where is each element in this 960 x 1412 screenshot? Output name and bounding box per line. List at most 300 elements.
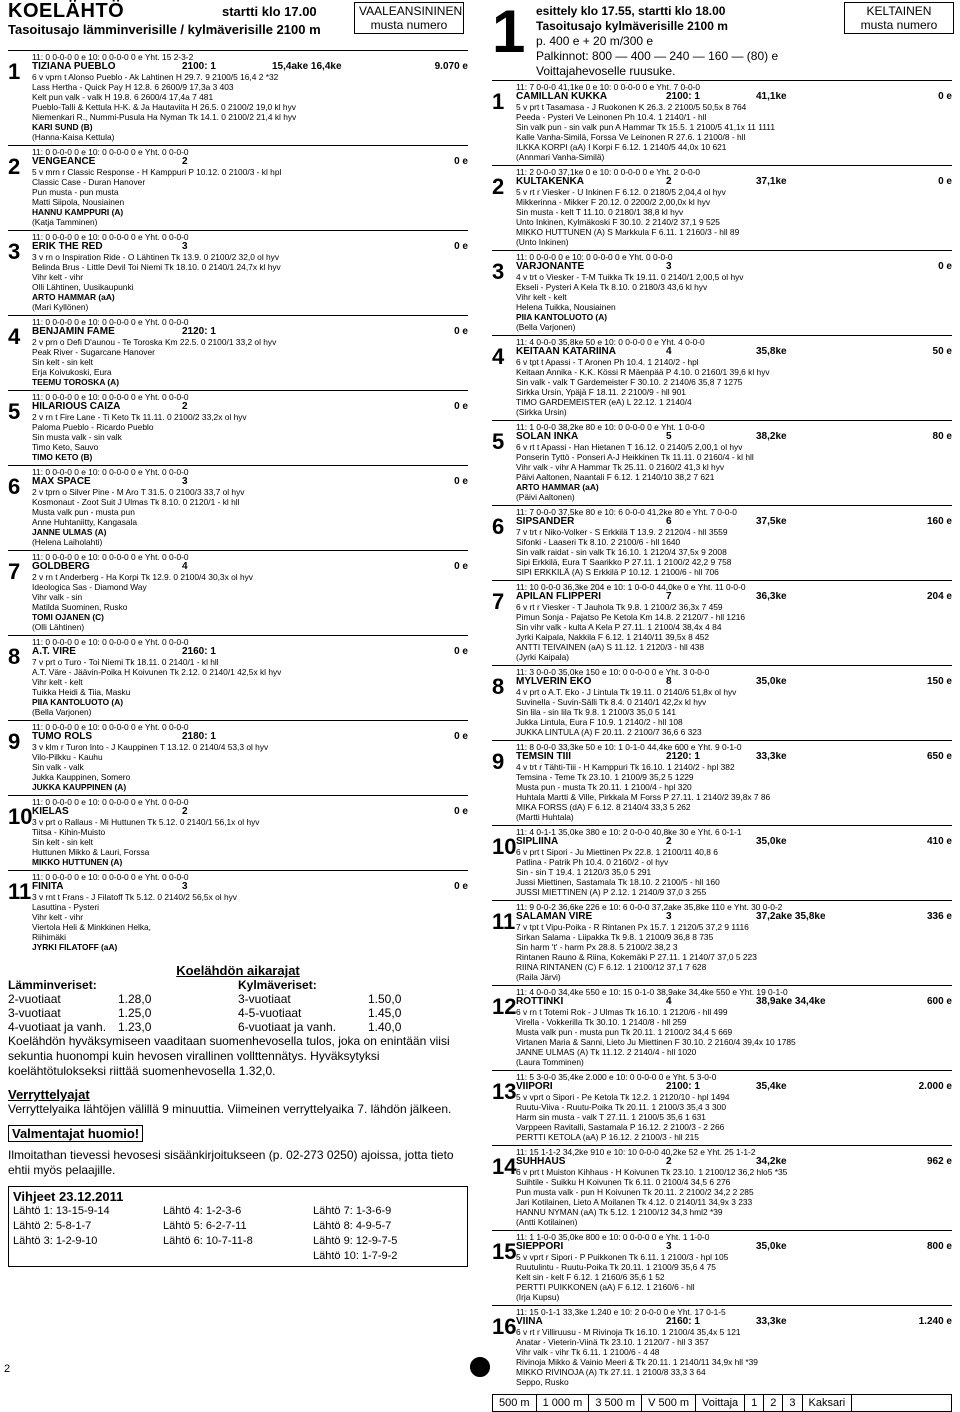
entry-line: Sin kelt - sin kelt bbox=[32, 357, 93, 367]
entry-line: Ideologica Sas - Diamond Way bbox=[32, 582, 147, 592]
entry-line: MIKKO RIVINOJA (A) Tk 27.11. 1 2100/8 33,3 3 64 bbox=[516, 1367, 706, 1377]
entry-line: Jukka Kauppinen, Somero bbox=[32, 772, 131, 782]
entry-line: 5 v prt t Tasamasa - J Ruokonen K 26.3. 2 2100/5 50,5x 8 764 bbox=[516, 102, 747, 112]
handicap: 2100: 1 bbox=[666, 1082, 700, 1092]
earnings: 0 e bbox=[454, 562, 468, 572]
program-number: 8 bbox=[8, 644, 21, 669]
horse-name: SIPSANDER bbox=[516, 517, 575, 527]
entry-line: 6 v rt r Villiruusu - M Rivinoja Tk 16.10. 1 2100/4 35,4x 5 121 bbox=[516, 1327, 741, 1337]
right-entries bbox=[492, 80, 952, 1390]
program-number: 2 bbox=[8, 154, 21, 179]
earnings: 800 e bbox=[926, 1242, 952, 1252]
entry-line: 4 v trt o Viesker - T-M Tuikka Tk 19.11. 0 2140/1 2,00,5 ol hyv bbox=[516, 272, 744, 282]
earnings: 160 e bbox=[926, 517, 952, 527]
entry-line: Rintanen Rauno & Riina, Kokemäki P 27.11. 1 2140/7 37,0 5 223 bbox=[516, 952, 757, 962]
driver: KARI SUND (B) bbox=[32, 122, 93, 132]
entry-line: Ponserin Tyttö - Ponseri A-J Heikkinen Tk 11.11. 0 2160/4 - kl hll bbox=[516, 452, 754, 462]
entry-line: Matti Siipola, Nousiainen bbox=[32, 197, 125, 207]
entry-line: Timo Keto, Sauvo bbox=[32, 442, 99, 452]
earnings: 0 e bbox=[938, 262, 952, 272]
program-number: 10 bbox=[8, 804, 33, 829]
earnings: 0 e bbox=[454, 882, 468, 892]
entry-line: Sin - sin T 19.4. 1 2120/3 35,0 5 291 bbox=[516, 867, 652, 877]
entry-block bbox=[492, 900, 952, 985]
race-info bbox=[536, 4, 778, 79]
entry-line: 2 v prn o Defi D'aunou - Te Toroska Km 22.5. 0 2100/1 33,2 ol hyv bbox=[32, 337, 277, 347]
start-time: startti klo 17.00 bbox=[222, 4, 317, 19]
trainer: (Raila Järvi) bbox=[516, 972, 561, 982]
entry-line: HANNU NYMAN (aA) Tk 5.12. 1 2100/12 34,3 hml2 *39 bbox=[516, 1207, 723, 1217]
handicap: 2160: 1 bbox=[666, 1317, 700, 1327]
tip: Lähtö 8: 4-9-5-7 bbox=[313, 1220, 392, 1232]
entry-line: Sin valk - valk T Gardemeister F 30.10. 2 2140/6 35,8 7 1275 bbox=[516, 377, 743, 387]
handicap: 2 bbox=[666, 1157, 672, 1167]
distance-bar bbox=[492, 1394, 952, 1412]
trainer: (Päivi Aaltonen) bbox=[516, 492, 575, 502]
entry-line: Jari Kotilainen, Lieto A Moilanen Tk 4.12. 0 2140/11 34,9x 3 233 bbox=[516, 1197, 753, 1207]
entry-line: 3 v rn o Inspiration Ride - O Lähtinen Tk 13.9. 0 2100/2 32,0 ol hyv bbox=[32, 252, 280, 262]
record: 37,1ke bbox=[756, 177, 787, 187]
horse-name: SOLAN INKA bbox=[516, 432, 579, 442]
record bbox=[272, 882, 362, 892]
horse-name: KEITAAN KATARIINA bbox=[516, 347, 616, 357]
earnings: 80 e bbox=[932, 432, 952, 442]
entry-line: Viertola Heli & Minkkinen Helka, bbox=[32, 922, 152, 932]
right-header bbox=[492, 0, 952, 80]
record: 37,2ake 35,8ke bbox=[756, 912, 826, 922]
entry-line: Kelt pun valk - valk H 19.8. 6 2600/4 17,4a 7 481 bbox=[32, 92, 214, 102]
horse-name: SALAMAN VIRE bbox=[516, 912, 593, 922]
tip bbox=[163, 1249, 313, 1264]
entry-headline bbox=[516, 1082, 952, 1092]
entry-line: Virtanen Maria & Sanni, Lieto Ju Miettinen F 30.10. 2 2160/4 39,4x 10 1785 bbox=[516, 1037, 796, 1047]
entry-line: Riihimäki bbox=[32, 932, 66, 942]
horse-name: TEMSIN TIII bbox=[516, 752, 571, 762]
entry-line: Anatar - Vieterin-Viinä Tk 23.10. 1 2120/7 - hll 3 357 bbox=[516, 1337, 709, 1347]
handicap: 2 bbox=[666, 177, 672, 187]
entry-block bbox=[492, 335, 952, 420]
entry-stats: 11: 0 0-0-0 0 e 10: 0 0-0-0 0 e Yht. 0 0-0-0 bbox=[32, 317, 189, 327]
trainer: (Laura Tomminen) bbox=[516, 1057, 584, 1067]
entry-line: JUSSI MIETTINEN (A) P 2.12. 1 2140/9 37,0 3 255 bbox=[516, 887, 707, 897]
driver: JUKKA KAUPPINEN (A) bbox=[32, 782, 127, 792]
program-number: 6 bbox=[492, 514, 505, 539]
distance-cell: 3 bbox=[783, 1395, 802, 1411]
record bbox=[272, 402, 362, 412]
driver: JANNE ULMAS (A) bbox=[32, 527, 107, 537]
entry-headline bbox=[516, 997, 952, 1007]
entry-line: Paloma Pueblo - Ricardo Pueblo bbox=[32, 422, 154, 432]
earnings: 410 e bbox=[926, 837, 952, 847]
entry-line: Tuikka Heidi & Tiia, Masku bbox=[32, 687, 131, 697]
entry-line: Helena Tuikka, Nousiainen bbox=[516, 302, 616, 312]
entry-line: Vihr valk - vihr A Hammar Tk 25.11. 0 2160/2 41,3 kl hyv bbox=[516, 462, 725, 472]
age-table bbox=[8, 978, 468, 1034]
entry-block bbox=[8, 795, 468, 870]
entry-headline bbox=[32, 647, 468, 657]
handicap: 6 bbox=[666, 517, 672, 527]
entry-block bbox=[492, 740, 952, 825]
earnings: 1.240 e bbox=[918, 1317, 952, 1327]
horse-name: A.T. VIRE bbox=[32, 647, 76, 657]
race-title: Tasoitusajo kylmäverisille 2100 m bbox=[536, 19, 728, 33]
entry-block bbox=[8, 720, 468, 795]
entry-line: Anne Huhtaniitty, Kangasala bbox=[32, 517, 138, 527]
entry-block bbox=[492, 825, 952, 900]
distance-cell: 1 bbox=[745, 1395, 764, 1411]
entry-line: Vihr valk - sin bbox=[32, 592, 83, 602]
entry-headline bbox=[32, 807, 468, 817]
entry-headline bbox=[516, 837, 952, 847]
tip: Lähtö 3: 1-2-9-10 bbox=[13, 1235, 98, 1247]
warm-label: Lämminveriset: bbox=[8, 978, 97, 992]
record bbox=[272, 242, 362, 252]
handicap: 3 bbox=[182, 882, 188, 892]
program-number: 13 bbox=[492, 1079, 517, 1104]
record: 35,0ke bbox=[756, 677, 787, 687]
record: 34,2ke bbox=[756, 1157, 787, 1167]
entry-line: Sin valk pun - sin valk pun A Hammar Tk 15.5. 1 2100/5 41,1x 11 1111 bbox=[516, 122, 775, 132]
trainer: Seppo, Rusko bbox=[516, 1377, 569, 1387]
notice-text: Ilmoitathan tievessi hevosesi sisäänkirjoitukseen (p. 02-273 0250) ajoissa, jotta tieto ehtii myös pelaajille. bbox=[8, 1148, 454, 1177]
record: 33,3ke bbox=[756, 752, 787, 762]
handicap: 3 bbox=[182, 242, 188, 252]
entry-line: Sirkka Ursin, Ypäjä F 18.11. 2 2100/9 - hll 901 bbox=[516, 387, 686, 397]
age-cell: 4-vuotiaat ja vanh. bbox=[8, 1020, 107, 1034]
earnings: 2.000 e bbox=[918, 1082, 952, 1092]
program-number: 6 bbox=[8, 474, 21, 499]
entry-line: Pun musta valk - pun H Koivunen Tk 20.11. 2 2100/2 34,2 2 285 bbox=[516, 1187, 754, 1197]
entry-line: Unto Inkinen, Kylmäkoski F 30.10. 2 2140/2 37,1 9 525 bbox=[516, 217, 720, 227]
entry-line: MIKKO HUTTUNEN (A) S Markkula F 6.11. 1 2160/3 - hll 89 bbox=[516, 227, 740, 237]
program-number: 7 bbox=[8, 559, 21, 584]
earnings: 0 e bbox=[938, 92, 952, 102]
program-number: 10 bbox=[492, 834, 517, 859]
trainer: (Sirkka Ursin) bbox=[516, 407, 567, 417]
driver: ARTO HAMMAR (aA) bbox=[516, 482, 599, 492]
horse-name: ROTTINKI bbox=[516, 997, 564, 1007]
record bbox=[272, 327, 362, 337]
distance-cell: 3 500 m bbox=[589, 1395, 642, 1411]
entry-line: 6 v rn t Totemi Rok - J Ulmas Tk 16.10. 1 2120/6 - hll 499 bbox=[516, 1007, 728, 1017]
page-number: 2 bbox=[4, 1363, 11, 1375]
trainer: (Mari Kyllönen) bbox=[32, 302, 89, 312]
handicap: 2160: 1 bbox=[182, 647, 216, 657]
record: 15,4ake 16,4ke bbox=[272, 62, 342, 72]
color-number: musta numero bbox=[860, 18, 938, 32]
handicap: 2 bbox=[666, 837, 672, 847]
entry-line: Patlina - Patrik Ph 10.4. 0 2160/2 - ol hyv bbox=[516, 857, 669, 867]
entry-line: 7 v prt o Turo - Toi Niemi Tk 18.11. 0 2140/1 - kl hll bbox=[32, 657, 219, 667]
entry-block bbox=[492, 1305, 952, 1390]
entry-block bbox=[8, 50, 468, 145]
entry-line: Vihr kelt - kelt bbox=[516, 292, 567, 302]
entry-stats: 11: 0 0-0-0 0 e 10: 0 0-0-0 0 e Yht. 0 0-0-0 bbox=[32, 467, 189, 477]
entry-stats: 11: 0 0-0-0 0 e 10: 0 0-0-0 0 e Yht. 0 0-0-0 bbox=[32, 147, 189, 157]
entry-line: 5 v rt r Viesker - U Inkinen F 6.12. 0 2180/5 2,04,4 ol hyv bbox=[516, 187, 726, 197]
entry-line: Sin harm 't' - harm Px 28.8. 5 2100/2 38,2 3 bbox=[516, 942, 678, 952]
entry-block bbox=[492, 80, 952, 165]
entry-line: 3 v prt o Rallaus - Mi Huttunen Tk 5.12. 0 2140/1 56,1x ol hyv bbox=[32, 817, 260, 827]
entry-line: Peeda - Pysteri Ve Leinonen Ph 10.4. 1 2140/1 - hll bbox=[516, 112, 707, 122]
age-cell: 1.40,0 bbox=[368, 1020, 402, 1034]
handicap: 2100: 1 bbox=[182, 62, 216, 72]
horse-name: BENJAMIN FAME bbox=[32, 327, 115, 337]
program-number: 4 bbox=[8, 324, 21, 349]
entry-line: RIINA RINTANEN (C) F 6.12. 1 2100/12 37,1 7 628 bbox=[516, 962, 707, 972]
color-name: KELTAINEN bbox=[866, 4, 932, 18]
record bbox=[756, 262, 846, 272]
entry-line: Olli Lähtinen, Uusikaupunki bbox=[32, 282, 134, 292]
trainer: (Olli Lähtinen) bbox=[32, 622, 85, 632]
handicap: 2 bbox=[182, 402, 188, 412]
entry-line: PERTTI PUIKKONEN (aA) F 6.12. 1 2160/6 - hll bbox=[516, 1282, 695, 1292]
entry-line: Kosmonaut - Zoot Suit J Ulmas Tk 8.10. 0 2120/1 - kl hll bbox=[32, 497, 240, 507]
handicap: 2100: 1 bbox=[666, 92, 700, 102]
entry-line: Kalle Vanha-Similä, Forssa Ve Leinonen R 27.6. 1 2100/8 - hll bbox=[516, 132, 746, 142]
horse-name: VENGEANCE bbox=[32, 157, 96, 167]
distance-cell: Voittaja bbox=[696, 1395, 745, 1411]
entry-headline bbox=[516, 1317, 952, 1327]
entry-line: Matilda Suominen, Rusko bbox=[32, 602, 128, 612]
entry-line: Virella - Vokkerilla Tk 30.10. 1 2140/8 - hll 259 bbox=[516, 1017, 687, 1027]
entry-line: Rivinoja Mikko & Vainio Meeri & Tk 20.11. 1 2140/11 34,9x hll *39 bbox=[516, 1357, 758, 1367]
race-number: 1 bbox=[492, 0, 526, 65]
entry-headline bbox=[516, 92, 952, 102]
tip: Lähtö 4: 1-2-3-6 bbox=[163, 1205, 242, 1217]
entry-line: SIPI ERKKILÄ (A) S Erkkilä P 10.12. 1 2100/6 - hll 706 bbox=[516, 567, 719, 577]
trainer: (Hanna-Kaisa Kettula) bbox=[32, 132, 115, 142]
color-name: VAALEANSININEN bbox=[359, 4, 463, 18]
entry-line: 6 v rt r Viesker - T Jauhola Tk 9.8. 1 2100/2 36,3x 7 459 bbox=[516, 602, 723, 612]
entry-line: Suihtile - Suikku H Koivunen Tk 6.11. 0 2100/4 34,5 6 276 bbox=[516, 1177, 731, 1187]
trainer: (Antti Kotilainen) bbox=[516, 1217, 578, 1227]
program-number: 15 bbox=[492, 1239, 517, 1264]
handicap: 2120: 1 bbox=[182, 327, 216, 337]
entry-block bbox=[492, 250, 952, 335]
entry-stats: 11: 0 0-0-0 0 e 10: 0 0-0-0 0 e Yht. 0 0-0-0 bbox=[32, 392, 189, 402]
entry-line: 4 v trt r Tähti-Tiii - H Kamppuri Tk 16.10. 1 2140/2 - hpl 382 bbox=[516, 762, 735, 772]
entry-line: Sipi Erkkilä, Eura T Saarikko P 27.11. 1 2100/2 42,2 9 758 bbox=[516, 557, 732, 567]
entry-line: Jyrki Kaipala, Nakkila F 6.12. 1 2140/11 39,5x 8 452 bbox=[516, 632, 710, 642]
record bbox=[272, 647, 362, 657]
entry-line: 6 v vprn t Alonso Pueblo - Ak Lahtinen H 29.7. 9 2100/5 16,4 2 *32 bbox=[32, 72, 279, 82]
entry-block bbox=[8, 315, 468, 390]
earnings: 336 e bbox=[926, 912, 952, 922]
horse-name: SIPLIINA bbox=[516, 837, 559, 847]
entry-stats: 11: 10 0-0-0 36,3ke 204 e 10: 1 0-0-0 44,0ke 0 e Yht. 11 0-0-0 bbox=[516, 582, 746, 592]
entry-line: Pimun Sonja - Pajatso Pe Ketola Km 14.8. 2 2120/7 - hll 1216 bbox=[516, 612, 746, 622]
tip: Lähtö 2: 5-8-1-7 bbox=[13, 1220, 92, 1232]
entry-stats: 11: 0 0-0-0 0 e 10: 0 0-0-0 0 e Yht. 0 0-0-0 bbox=[32, 797, 189, 807]
record: 35,0ke bbox=[756, 837, 787, 847]
driver: TOMI OJANEN (C) bbox=[32, 612, 104, 622]
horse-name: HILARIOUS CAIZA bbox=[32, 402, 121, 412]
entry-line: 6 v rt t Apassi - Han Hietanen T 16.12. 0 2140/5 2,00,1 ol hyv bbox=[516, 442, 743, 452]
entry-block bbox=[492, 985, 952, 1070]
warmup-section bbox=[8, 1087, 468, 1117]
distance-cell: Kaksari bbox=[803, 1395, 853, 1411]
entry-line: 4 v prt o A.T. Eko - J Lintula Tk 19.11. 0 2140/6 51,8x ol hyv bbox=[516, 687, 737, 697]
entry-stats: 11: 0 0-0-0 0 e 10: 0 0-0-0 0 e Yht. 0 0-0-0 bbox=[32, 232, 189, 242]
entry-line: 6 v tpt t Apassi - T Aronen Ph 10.4. 1 2140/2 - hpl bbox=[516, 357, 699, 367]
entry-headline bbox=[516, 1242, 952, 1252]
entry-line: Lass Hertha - Quick Pay H 12.8. 6 2600/9 17,3a 3 403 bbox=[32, 82, 234, 92]
entry-headline bbox=[516, 517, 952, 527]
program-number: 16 bbox=[492, 1314, 517, 1339]
program-number: 14 bbox=[492, 1154, 517, 1179]
color-number: musta numero bbox=[370, 18, 448, 32]
trainer: (Bella Varjonen) bbox=[32, 707, 92, 717]
record: 35,0ke bbox=[756, 1242, 787, 1252]
entry-headline bbox=[516, 177, 952, 187]
earnings: 0 e bbox=[454, 402, 468, 412]
tip: Lähtö 5: 6-2-7-11 bbox=[163, 1220, 247, 1232]
entry-stats: 11: 4 0-0-0 35,8ke 50 e 10: 0 0-0-0 0 e Yht. 4 0-0-0 bbox=[516, 337, 705, 347]
warmup-title: Verryttelyajat bbox=[8, 1087, 90, 1102]
notice-title: Valmentajat huomio! bbox=[8, 1125, 143, 1142]
program-number: 7 bbox=[492, 589, 505, 614]
earnings: 150 e bbox=[926, 677, 952, 687]
race-title: KOELÄHTÖ bbox=[8, 0, 125, 22]
handicap: 4 bbox=[666, 347, 672, 357]
entry-line: 2 v rn t Fire Lane - Ti Keto Tk 11.11. 0 2100/2 33,2x ol hyv bbox=[32, 412, 247, 422]
entry-line: Päivi Aaltonen, Naantali F 6.12. 1 2140/10 38,2 7 621 bbox=[516, 472, 715, 482]
entry-line: JANNE ULMAS (A) Tk 11.12. 2 2140/4 - hll 1020 bbox=[516, 1047, 697, 1057]
entry-line: Niemenkari R., Nummi-Pusula Ha Nyman Tk 14.1. 0 2100/2 21,4 kl hyv bbox=[32, 112, 297, 122]
entry-headline bbox=[32, 732, 468, 742]
distance-cell: 500 m bbox=[493, 1395, 537, 1411]
entry-block bbox=[492, 580, 952, 665]
start-time: esittely klo 17.55, startti klo 18.00 bbox=[536, 4, 726, 18]
race-subtitle: Tasoitusajo lämminverisille / kylmäverisille 2100 m bbox=[8, 22, 321, 37]
entry-block bbox=[8, 390, 468, 465]
age-cell: 1.45,0 bbox=[368, 1006, 402, 1020]
entry-line: Classic Case - Duran Hanover bbox=[32, 177, 146, 187]
entry-stats: 11: 0 0-0-0 0 e 10: 0 0-0-0 0 e Yht. 0 0-0-0 bbox=[516, 252, 673, 262]
record: 36,3ke bbox=[756, 592, 787, 602]
distance-cell: V 500 m bbox=[642, 1395, 696, 1411]
tip: Lähtö 1: 13-15-9-14 bbox=[13, 1205, 110, 1217]
handicap: 3 bbox=[666, 262, 672, 272]
entry-line: 7 v trt r Niko-Volker - S Erkkilä T 13.9. 2 2120/4 - hll 3559 bbox=[516, 527, 728, 537]
program-number: 11 bbox=[492, 909, 516, 934]
entry-headline bbox=[32, 62, 468, 72]
entry-block bbox=[8, 465, 468, 550]
handicap: 4 bbox=[182, 562, 188, 572]
earnings: 0 e bbox=[454, 157, 468, 167]
handicap: 2180: 1 bbox=[182, 732, 216, 742]
entry-headline bbox=[516, 677, 952, 687]
entry-line: 5 v mrn r Classic Response - H Kamppuri P 10.12. 0 2100/3 - kl hpl bbox=[32, 167, 282, 177]
entry-line: Musta valk pun - musta pun Tk 20.11. 1 2100/2 34,4 5 669 bbox=[516, 1027, 733, 1037]
entry-line: Mikkerinna - Mikker F 20.12. 0 2200/2 2,00,0x kl hyv bbox=[516, 197, 711, 207]
tip: Lähtö 6: 10-7-11-8 bbox=[163, 1235, 253, 1247]
age-cell: 1.28,0 bbox=[118, 992, 152, 1006]
entry-block bbox=[492, 665, 952, 740]
entry-line: Jukka Lintula, Eura F 10.9. 1 2140/2 - hll 108 bbox=[516, 717, 683, 727]
entry-line: JUKKA LINTULA (A) F 20.11. 2 2100/7 36,6 6 323 bbox=[516, 727, 702, 737]
entry-block bbox=[492, 1145, 952, 1230]
record: 41,1ke bbox=[756, 92, 787, 102]
tip: Lähtö 10: 1-7-9-2 bbox=[313, 1250, 398, 1262]
entry-headline bbox=[516, 592, 952, 602]
logo-icon bbox=[470, 1357, 490, 1377]
entry-line: 6 v prt t Muiston Kihhaus - H Koivunen Tk 23.10. 1 2100/12 36,2 hlo5 *35 bbox=[516, 1167, 788, 1177]
program-number: 9 bbox=[492, 749, 505, 774]
handicap: 3 bbox=[182, 477, 188, 487]
entry-line: Sin musta - kelt T 11.10. 0 2180/1 38,8 kl hyv bbox=[516, 207, 684, 217]
entry-headline bbox=[516, 752, 952, 762]
handicap: 2 bbox=[182, 807, 188, 817]
horse-name: MAX SPACE bbox=[32, 477, 91, 487]
entry-block bbox=[8, 145, 468, 230]
earnings: 600 e bbox=[926, 997, 952, 1007]
horse-name: SIEPPORI bbox=[516, 1242, 564, 1252]
entry-line: Tiitsa - Kihin-Muisto bbox=[32, 827, 106, 837]
entry-line: 2 v rn t Anderberg - Ha Korpi Tk 12.9. 0 2100/4 30,3x ol hyv bbox=[32, 572, 253, 582]
record bbox=[272, 157, 362, 167]
horse-name: FINITA bbox=[32, 882, 64, 892]
driver: HANNU KAMPPURI (A) bbox=[32, 207, 124, 217]
driver: TIMO KETO (B) bbox=[32, 452, 93, 462]
entry-line: Sifonki - Laaseri Tk 8.10. 2 2100/6 - hll 1640 bbox=[516, 537, 681, 547]
entry-line: Vihr kelt - vihr bbox=[32, 912, 84, 922]
note-line: Voittajahevoselle ruusuke. bbox=[536, 64, 676, 78]
entry-line: ILKKA KORPI (aA) I Korpi F 6.12. 1 2140/5 44,0x 10 621 bbox=[516, 142, 727, 152]
entry-line: Temsina - Teme Tk 23.10. 1 2100/9 35,2 5 1229 bbox=[516, 772, 694, 782]
distance-cell: 1 000 m bbox=[537, 1395, 590, 1411]
entry-line: Varppeen Ravitalli, Sastamala P 16.12. 2 2100/3 - 2 266 bbox=[516, 1122, 725, 1132]
entry-line: Vilo-Pilkku - Kauhu bbox=[32, 752, 103, 762]
horse-name: TUMO ROLS bbox=[32, 732, 92, 742]
entry-stats: 11: 5 3-0-0 35,4ke 2.000 e 10: 0 0-0-0 0 e Yht. 5 3-0-0 bbox=[516, 1072, 717, 1082]
entry-line: TIMO GARDEMEISTER (eA) L 22.12. 1 2140/4 bbox=[516, 397, 692, 407]
entry-line: Belinda Brus - Little Devil Toi Niemi Tk 18.10. 0 2140/1 24,7x kl hyv bbox=[32, 262, 281, 272]
entry-stats: 11: 0 0-0-0 0 e 10: 0 0-0-0 0 e Yht. 0 0-0-0 bbox=[32, 552, 189, 562]
horse-name: SUHHAUS bbox=[516, 1157, 566, 1167]
earnings: 0 e bbox=[454, 807, 468, 817]
entry-stats: 11: 15 0-1-1 33,3ke 1.240 e 10: 2 0-0-0 0 e Yht. 17 0-1-5 bbox=[516, 1307, 726, 1317]
driver: ARTO HAMMAR (aA) bbox=[32, 292, 115, 302]
entry-block bbox=[8, 550, 468, 635]
entry-block bbox=[8, 870, 468, 955]
entry-stats: 11: 1 1-0-0 35,0ke 800 e 10: 0 0-0-0 0 e Yht. 1 1-0-0 bbox=[516, 1232, 710, 1242]
horse-name: VIINA bbox=[516, 1317, 543, 1327]
trainer: (Annmari Vanha-Similä) bbox=[516, 152, 605, 162]
entry-headline bbox=[32, 477, 468, 487]
age-cell: 3-vuotiaat bbox=[8, 1006, 61, 1020]
entry-stats: 11: 0 0-0-0 0 e 10: 0 0-0-0 0 e Yht. 0 0-0-0 bbox=[32, 637, 189, 647]
distance-cell: 2 bbox=[764, 1395, 783, 1411]
horse-name: CAMILLAN KUKKA bbox=[516, 92, 608, 102]
entry-line: Ruutu-Viiva - Ruutu-Poika Tk 20.11. 1 2100/3 35,4 3 300 bbox=[516, 1102, 726, 1112]
entry-headline bbox=[516, 432, 952, 442]
program-number: 1 bbox=[8, 59, 21, 84]
trainer: (Katja Tamminen) bbox=[32, 217, 98, 227]
entry-line: Peak River - Sugarcane Hanover bbox=[32, 347, 155, 357]
entry-line: Sin lila - sin lila Tk 9.8. 1 2100/3 35,0 5 141 bbox=[516, 707, 676, 717]
entry-line: Huhtala Martti & Ville, Pirkkala M Forss P 27.11. 1 2140/2 39,8x 7 86 bbox=[516, 792, 771, 802]
entry-line: Sirkan Salama - Liipakka Tk 9.8. 1 2100/9 36,8 8 735 bbox=[516, 932, 714, 942]
entry-line: Sin vihr valk - kulta A Kela P 27.11. 1 2100/4 38,4x 4 84 bbox=[516, 622, 722, 632]
entry-line: Pun musta - pun musta bbox=[32, 187, 119, 197]
entry-stats: 11: 7 0-0-0 41,1ke 0 e 10: 0 0-0-0 0 e Yht. 7 0-0-0 bbox=[516, 82, 701, 92]
horse-name: ERIK THE RED bbox=[32, 242, 103, 252]
tip: Lähtö 7: 1-3-6-9 bbox=[313, 1205, 392, 1217]
entry-line: Lasuttina - Pysteri bbox=[32, 902, 100, 912]
tips-box bbox=[8, 1186, 468, 1267]
